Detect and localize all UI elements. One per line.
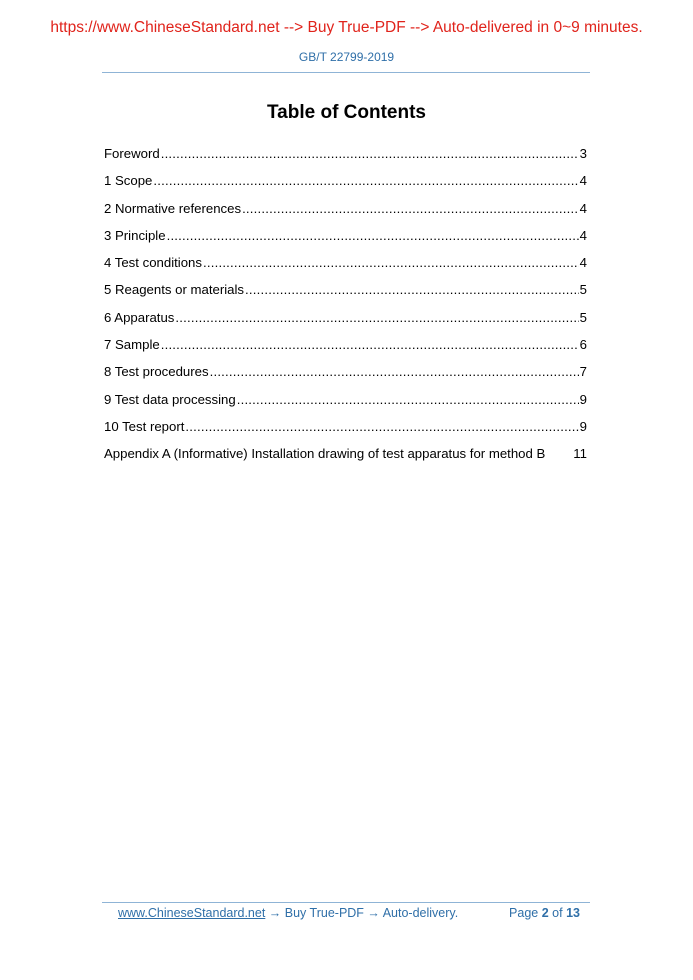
toc-entry-label: 8 Test procedures [104, 364, 209, 380]
total-pages-number: 13 [566, 906, 580, 920]
current-page-number: 2 [541, 906, 549, 920]
footer-divider [102, 902, 590, 903]
toc-entry-test-procedures[interactable] [104, 363, 587, 390]
toc-list [104, 145, 587, 473]
header-divider [102, 72, 590, 73]
toc-entry-page: 4 [579, 255, 587, 271]
toc-entry-label: 1 Scope [104, 173, 153, 189]
toc-dot-leader [175, 309, 578, 327]
toc-dot-leader [161, 336, 579, 354]
toc-entry-page: 6 [579, 337, 587, 353]
toc-entry-label: 6 Apparatus [104, 309, 175, 325]
footer-site-link[interactable]: www.ChineseStandard.net [118, 906, 266, 920]
toc-entry-label: Foreword [104, 146, 160, 161]
toc-title: Table of Contents [266, 102, 427, 123]
toc-entry-appendix-a[interactable] [104, 445, 587, 472]
toc-entry-reagents-or-materials[interactable] [104, 281, 587, 308]
toc-entry-label: 3 Principle [104, 227, 166, 243]
toc-entry-label: 4 Test conditions [104, 255, 202, 271]
toc-dot-leader [185, 418, 578, 436]
toc-entry-page: 9 [579, 418, 587, 434]
toc-entry-label: 9 Test data processing [104, 391, 236, 407]
toc-entry-label: 2 Normative references [104, 200, 242, 216]
toc-entry-page: 4 [579, 227, 587, 243]
page-word: Page [509, 906, 539, 920]
footer-delivery-text: → Buy True-PDF → Auto-delivery. [265, 906, 459, 920]
toc-entry-test-report[interactable] [104, 418, 587, 445]
toc-entry-label: 5 Reagents or materials [104, 282, 245, 298]
toc-entry-page: 3 [579, 146, 587, 161]
toc-dot-leader [245, 281, 579, 299]
toc-entry-page: 4 [579, 173, 587, 189]
toc-entry-label: 10 Test report [104, 418, 185, 434]
footer-promo [118, 906, 458, 920]
toc-entry-page: 4 [579, 200, 587, 216]
page-indicator [509, 906, 580, 920]
toc-entry-foreword[interactable] [104, 145, 587, 172]
of-word: of [552, 906, 563, 920]
toc-dot-leader [161, 145, 579, 163]
page-footer [118, 906, 580, 920]
promo-banner[interactable]: https://www.ChineseStandard.net --> Buy True-PDF --> Auto-delivered in 0~9 minutes. [50, 19, 643, 36]
toc-entry-page: 5 [579, 309, 587, 325]
toc-dot-leader [237, 391, 579, 409]
toc-entry-test-data-processing[interactable] [104, 391, 587, 418]
toc-dot-leader [153, 172, 578, 190]
toc-entry-sample[interactable] [104, 336, 587, 363]
toc-entry-page: 11 [573, 446, 587, 462]
toc-entry-page: 7 [579, 364, 587, 380]
toc-entry-page: 5 [579, 282, 587, 298]
toc-dot-leader [210, 363, 579, 381]
toc-entry-label: Appendix A (Informative) Installation drawing of test apparatus for method B [104, 446, 546, 462]
toc-entry-test-conditions[interactable] [104, 254, 587, 281]
toc-entry-page: 9 [579, 391, 587, 407]
toc-entry-normative-references[interactable] [104, 200, 587, 227]
toc-dot-leader [167, 227, 579, 245]
toc-entry-label: 7 Sample [104, 337, 160, 353]
toc-entry-principle[interactable] [104, 227, 587, 254]
toc-entry-apparatus[interactable] [104, 309, 587, 336]
toc-dot-leader [242, 200, 579, 218]
standard-code-header: GB/T 22799-2019 [298, 50, 395, 64]
toc-entry-scope[interactable] [104, 172, 587, 199]
toc-dot-leader [203, 254, 579, 272]
